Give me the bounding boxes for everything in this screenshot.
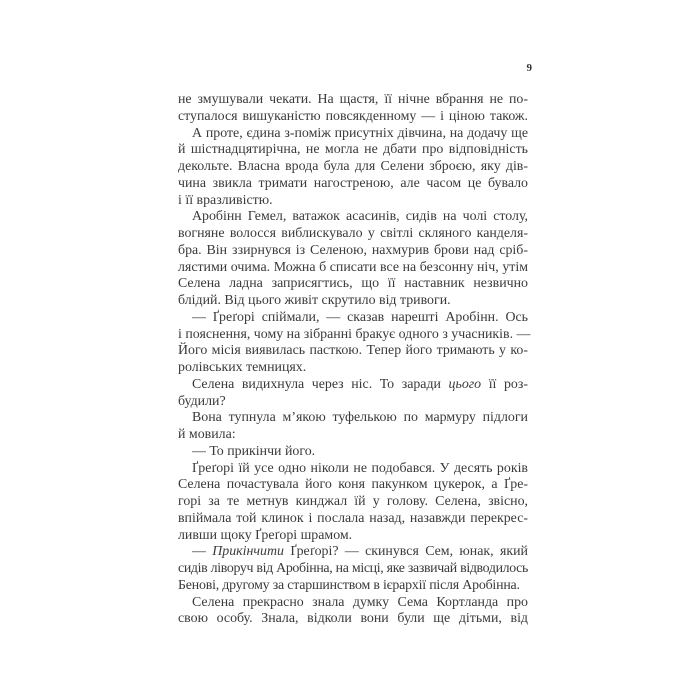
emphasis-text: Прикінчити (212, 544, 284, 560)
text-run: Ґреґорі? — скинувся Сем, юнак, який (283, 544, 528, 560)
page-number: 9 (526, 62, 532, 74)
text-line: будили? (178, 393, 226, 409)
text-run: Селена видихнула через ніс. То заради (192, 376, 449, 392)
text-line: впіймала той клинок і послала назад, назавжди перекрес- (178, 510, 528, 526)
text-line: А проте, єдина з-поміж присутніх дівчина, на додачу ще (192, 125, 528, 141)
text-line: і пояснення, чому на зібранні бракує одного з учасників. — (178, 326, 531, 342)
text-line: Його місія виявилась пасткою. Тепер його тримають у ко- (178, 343, 528, 359)
text-line: Бенові, другому за старшинством в ієрархії після Аробінна. (178, 577, 520, 593)
text-line (178, 377, 528, 394)
text-line (178, 544, 528, 561)
text-line: і її вразливістю. (178, 192, 273, 208)
text-line: не змушували чекати. На щастя, її нічне вбрання не по- (178, 92, 528, 107)
text-line: Аробінн Гемел, ватажок асасинів, сидів на чолі столу, (192, 209, 528, 225)
text-line: чина звикла тримати нагостреною, але часом це бувало (178, 175, 528, 191)
body-text (178, 92, 531, 628)
text-line: ступалося вишуканістю повсякденному — і ціною також. (178, 108, 528, 124)
text-line: сидів ліворуч від Аробінна, на місці, яке зазвичай відводилось (178, 561, 528, 576)
text-line: й шістнадцятирічна, не могла не дбати про відповідність (178, 142, 528, 158)
text-line: — То прикінчи його. (192, 443, 316, 459)
text-line: свою особу. Знала, відколи вони були ще дітьми, від (178, 611, 528, 627)
text-line: декольте. Власна врода була для Селени зброєю, яку дів- (178, 159, 528, 174)
text-line: Селена ладна заприсягтись, що її наставник незвично (178, 276, 528, 292)
text-line: блідий. Від цього живіт скрутило від тривоги. (178, 293, 451, 308)
text-run: її роз- (481, 376, 528, 392)
text-line: Селена почастувала його коня пакунком цукерок, а Ґре- (178, 477, 528, 493)
text-line: — Ґреґорі спіймали, — сказав нарешті Аробінн. Ось (192, 309, 528, 325)
text-line: ролівських темницях. (178, 360, 307, 375)
text-line: вогняне волосся виблискувало у світлі скляного канделя- (178, 226, 528, 241)
text-line: Ґреґорі їй усе одно ніколи не подобався. У десять років (192, 460, 528, 476)
text-line: лястими очима. Можна б списати все на безсонну ніч, утім (178, 259, 528, 275)
text-line: бра. Він ззирнувся із Селеною, нахмурив брови над сріб- (178, 242, 528, 258)
emphasis-text: цього (448, 376, 482, 392)
text-line: Селена прекрасно знала думку Сема Кортланда про (192, 594, 528, 610)
text-line: Вона тупнула м’якою туфелькою по мармуру підлоги (192, 410, 528, 426)
text-line: ливши щоку Ґреґорі шрамом. (178, 527, 353, 543)
text-run: — (192, 544, 213, 560)
text-line: горі за те метнув кинджал їй у голову. Селена, звісно, (178, 494, 528, 509)
text-line: й мовила: (178, 427, 236, 442)
